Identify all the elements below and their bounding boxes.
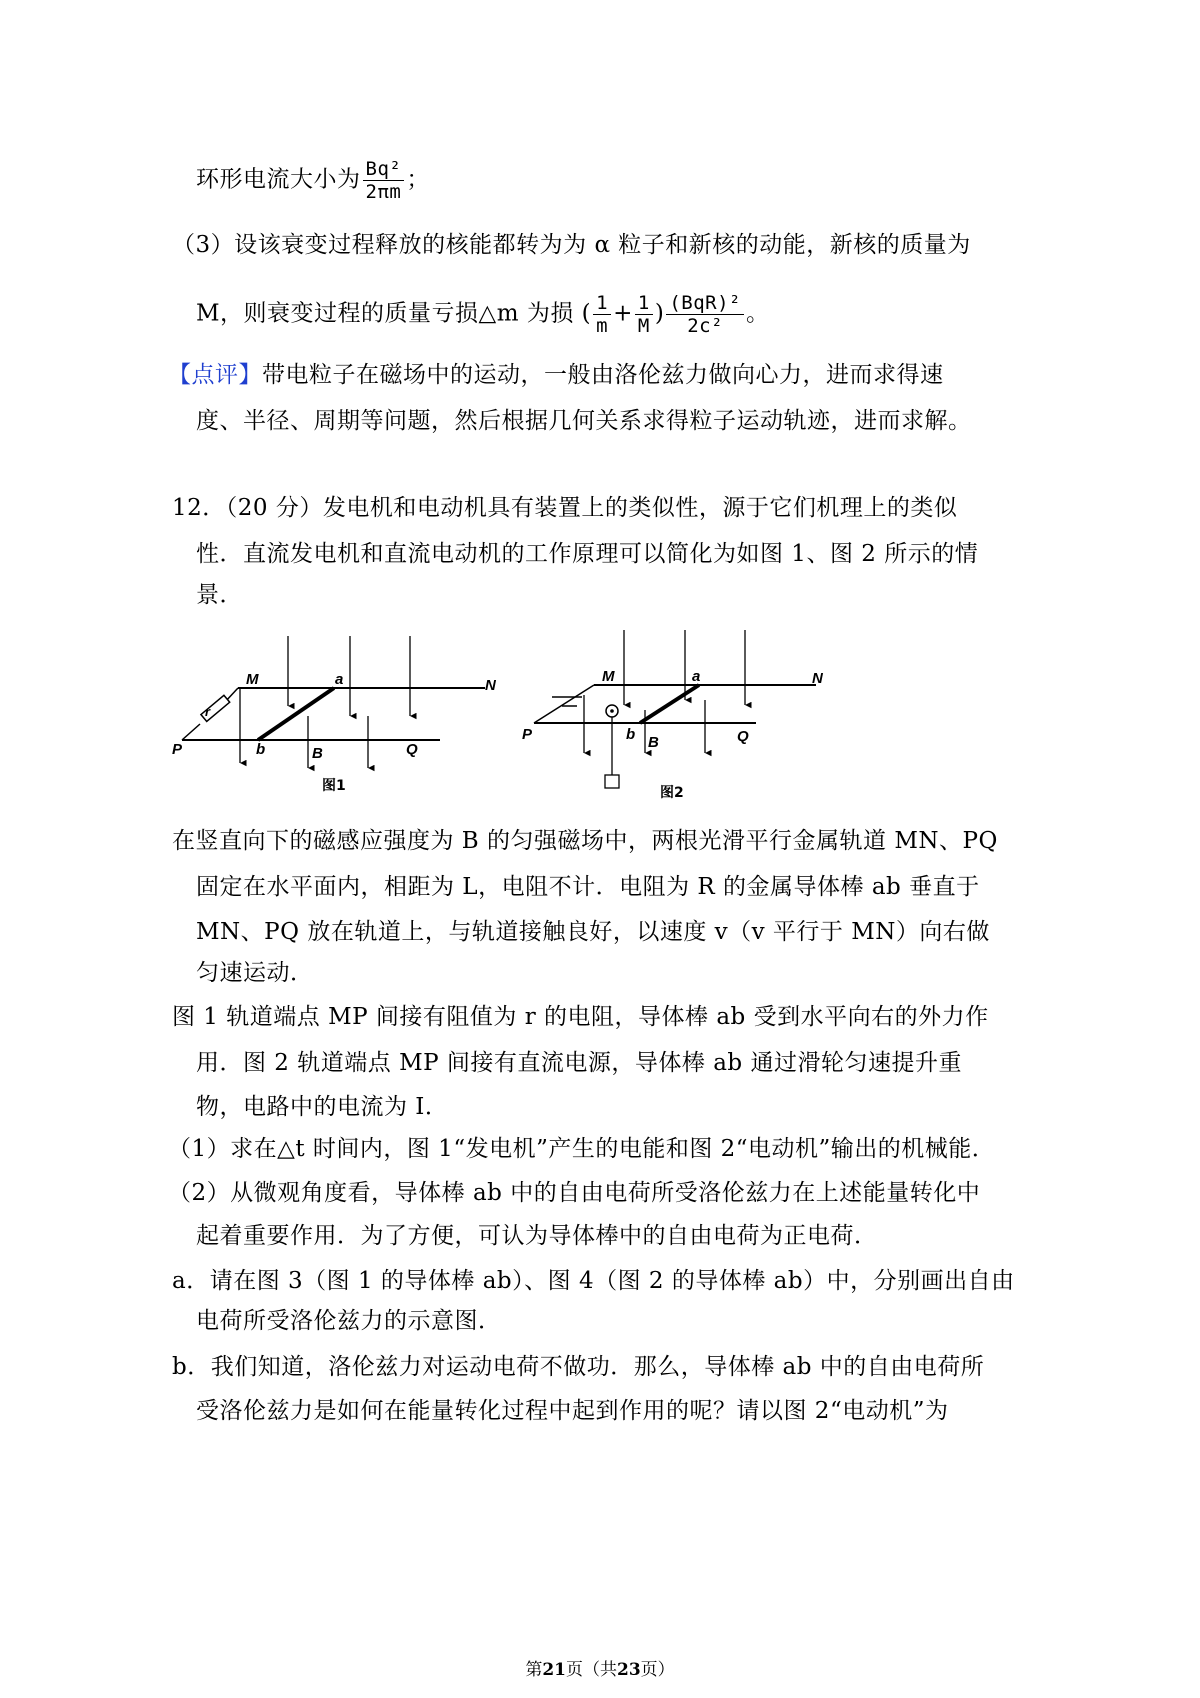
frac1-num: 1: [593, 292, 611, 315]
footer-page-number: 21: [542, 1660, 566, 1680]
part3-line2-end: 。: [745, 300, 770, 327]
footer-prefix: 第: [525, 1660, 543, 1680]
frac2-den: M: [637, 315, 650, 337]
fig1-label-m: M: [246, 671, 259, 688]
fig1-label-field-b: B: [312, 745, 323, 762]
frac3-num: (BqR)²: [666, 292, 744, 315]
q12-line1: 12．（20 分）发电机和电动机具有装置上的类似性，源于它们机理上的类似: [172, 495, 958, 521]
fig2-label-field-b: B: [648, 734, 659, 751]
question-b-l2: 受洛伦兹力是如何在能量转化过程中起到作用的呢？请以图 2“电动机”为: [196, 1398, 949, 1424]
fraction-bqr: [666, 292, 744, 337]
figure-2: [512, 625, 842, 805]
body-p1-l1: 在竖直向下的磁感应强度为 B 的匀强磁场中，两根光滑平行金属轨道 MN、PQ: [172, 828, 998, 854]
fig2-label-b: b: [626, 726, 636, 743]
q12-line3: 景．: [196, 582, 243, 608]
current-text: 环形电流大小为: [196, 166, 361, 193]
comment-line2: 度、半径、周期等问题，然后根据几何关系求得粒子运动轨迹，进而求解。: [196, 408, 972, 434]
current-line: [196, 158, 430, 203]
question-1: （1）求在△t 时间内，图 1“发电机”产生的电能和图 2“电动机”输出的机械能．: [168, 1136, 996, 1162]
fig2-pulley-center: [610, 709, 614, 713]
question-a-l2: 电荷所受洛伦兹力的示意图．: [196, 1308, 502, 1334]
fig1-label-r: r: [205, 704, 211, 719]
fig1-label-q: Q: [406, 741, 418, 758]
frac1-den: m: [596, 315, 609, 337]
current-end: ；: [406, 166, 430, 193]
body-p2-l1: 图 1 轨道端点 MP 间接有阻值为 r 的电阻，导体棒 ab 受到水平向右的外力作: [172, 1004, 989, 1030]
comment-line1: [168, 360, 944, 390]
fig1-label-b: b: [256, 741, 266, 758]
fig1-rod-ab: [258, 688, 334, 740]
frac2-num: 1: [635, 292, 653, 315]
fig2-rod-ab: [640, 685, 699, 723]
comment-text-1: 带电粒子在磁场中的运动，一般由洛伦兹力做向心力，进而求得速: [262, 362, 944, 388]
fig2-label-m: M: [602, 668, 615, 685]
fig2-weight: [605, 775, 619, 788]
figure-1: [170, 628, 510, 798]
body-p1-l4: 匀速运动．: [196, 960, 314, 986]
body-p1-l3: MN、PQ 放在轨道上，与轨道接触良好，以速度 v（v 平行于 MN）向右做: [196, 919, 990, 945]
paren-open: (: [581, 300, 592, 327]
q12-line2: 性．直流发电机和直流电动机的工作原理可以简化为如图 1、图 2 所示的情: [196, 541, 979, 567]
fig2-label-n: N: [812, 670, 823, 687]
fig2-left-wire: [534, 685, 594, 723]
fig2-label-q: Q: [737, 728, 749, 745]
question-b-l1: b．我们知道，洛伦兹力对运动电荷不做功．那么，导体棒 ab 中的自由电荷所: [172, 1354, 985, 1380]
page-footer: [0, 1655, 1200, 1680]
current-fraction-num: Bq²: [363, 158, 405, 181]
fraction-1-over-m: [593, 292, 611, 337]
fig1-label-a: a: [335, 671, 344, 688]
body-p2-l2: 用．图 2 轨道端点 MP 间接有直流电源，导体棒 ab 通过滑轮匀速提升重: [196, 1050, 962, 1076]
current-fraction-den: 2πm: [365, 181, 402, 203]
fraction-1-over-M: [635, 292, 653, 337]
footer-total-pages: 23: [617, 1660, 641, 1680]
fig2-label-a: a: [692, 668, 701, 685]
question-2-l2: 起着重要作用．为了方便，可认为导体棒中的自由电荷为正电荷．: [196, 1223, 878, 1249]
comment-tag: 【点评】: [168, 362, 262, 388]
fig1-label-p: P: [172, 741, 183, 758]
fig2-caption: 图2: [660, 785, 684, 801]
fig2-label-p: P: [522, 726, 533, 743]
body-p2-l3: 物，电路中的电流为 I．: [196, 1094, 449, 1120]
body-p1-l2: 固定在水平面内，相距为 L，电阻不计．电阻为 R 的金属导体棒 ab 垂直于: [196, 874, 980, 900]
frac3-den: 2c²: [687, 315, 724, 337]
part3-line2: M，则衰变过程的质量亏损△m 为损 ( $\frac{1}{m}$ + $\frac{1}{M}$ ) $\frac{\text{(BqR)²}}{\text{2c²}}$ 。: [196, 292, 770, 337]
fig1-caption: 图1: [322, 778, 346, 794]
current-fraction: [363, 158, 405, 203]
paren-close: ): [654, 300, 665, 327]
part3-line1: （3）设该衰变过程释放的核能都转为为 α 粒子和新核的动能，新核的质量为: [172, 232, 971, 258]
fig1-label-n: N: [485, 677, 496, 694]
part3-line2-text: M，则衰变过程的质量亏损△m 为损: [196, 300, 574, 327]
fig1-left-wire-2: [182, 724, 200, 740]
question-2-l1: （2）从微观角度看，导体棒 ab 中的自由电荷所受洛伦兹力在上述能量转化中: [168, 1180, 981, 1206]
question-a-l1: a．请在图 3（图 1 的导体棒 ab）、图 4（图 2 的导体棒 ab）中，分别画出自由: [172, 1268, 1015, 1294]
footer-suffix: 页）: [640, 1660, 675, 1680]
footer-middle: 页（共: [566, 1660, 617, 1680]
